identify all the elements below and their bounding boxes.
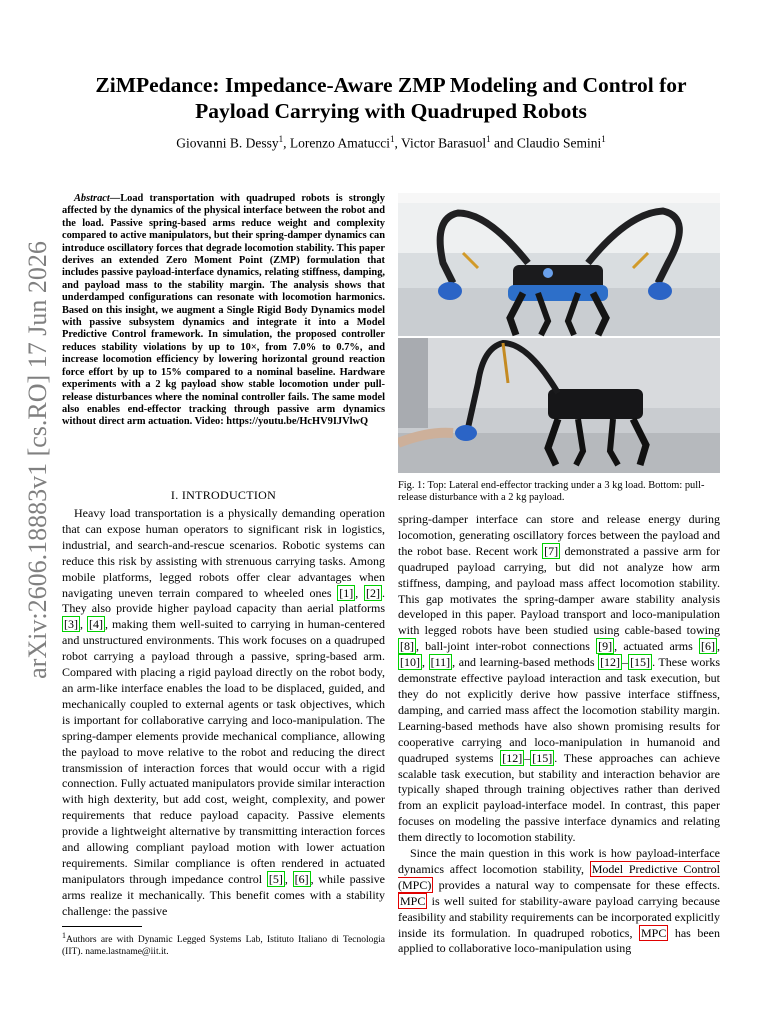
author-affiliation-marker: 1 — [278, 134, 284, 144]
footnote-text: Authors are with Dynamic Legged Systems Lab, Istituto Italiano di Tecnologia (IIT). name.lastname@iit.it. — [62, 935, 385, 958]
citation-link[interactable]: [8] — [400, 639, 414, 654]
intro-paragraph: spring-damper interface can store and release energy during locomotion, generating oscillatory forces between the payload and the robot base. Recent work [7] demonstrated a passive arm for quadruped payload carrying, but did not analyze how arm stiffness, damping, and payload mass affect locomotion stability. This gap motivates the spring-damper aware stability analysis developed in this paper. Payload transport and loco-manipulation with legged robots have been studied using cable-based towing [8] , ball-joint inter-robot connections [9] , actuated arms [6] , [10] , [11] , and learning-based methods [12] – [15] . These works demonstrate effective payload interaction and task execution, but they do not explicitly derive how passive interface stiffness, damping, and carried mass affect the locomotion stability margin. Learning-based methods have also shown promising results for cooperative carrying and loco-manipulation in humanoid and quadruped systems [12] – [15] . These approaches can achieve scalable task execution, but stability and interaction behavior are typically shaped through training objectives rather than derived from an explicit payload-interface model. In contrast, this paper focuses on modeling the passive interface dynamics and relating them directly to locomotion stability. — [398, 512, 720, 845]
figure-photo-bottom — [398, 338, 720, 473]
section-heading: I. INTRODUCTION — [170, 488, 277, 502]
title-line-1: ZiMPedance: Impedance-Aware ZMP Modeling and Control for — [95, 73, 687, 97]
citation-link[interactable]: [12] — [502, 750, 523, 765]
citation-link[interactable]: [12] — [600, 655, 621, 670]
citation-link[interactable]: [10] — [400, 655, 420, 670]
figure-1 — [398, 193, 720, 473]
author-affiliation-marker: 1 — [390, 134, 395, 144]
author-name: Giovanni B. Dessy — [176, 135, 279, 151]
citation-link[interactable]: [3] — [64, 617, 78, 632]
acronym-link[interactable]: Model Predictive Control (MPC) — [398, 861, 720, 892]
author-affiliation-marker: 1 — [486, 134, 491, 144]
citation-link[interactable]: [1] — [339, 585, 354, 600]
intro-paragraph: Heavy load transportation is a physically demanding operation that can expose human operators to significant risk in logistics, industrial, and search-and-rescue scenarios. Robotic systems can reduce this risk by assisting with strenuous carrying tasks. Among mobile platforms, legged robots offer clear advantages when navigating uneven terrain compared to wheeled ones [1] , [2] . They also provide higher payload capacity than aerial platforms [3] , [4] , making them well-suited to carrying in human-centered and unstructured environments. This work focuses on a quadruped robot carrying a payload through a passive, spring-based arm. Compared with placing a rigid payload directly on the robot body, an arm-like interface enables the load to be displaced, guided, and mechanically coupled to external agents or task objectives, which is important for collaborative carrying and loco-manipulation. The spring-damper elements provide mechanical compliance, allowing the payload to move relative to the robot and reducing the direct transmission of interaction forces that would occur with a rigid connection. Fully actuated manipulators provide similar interaction with high dexterity, but add cost, weight, complexity, and power requirements that reduce payload capacity. Passive elements provide a lightweight alternative by transmitting interaction forces and allowing compliant payload motion with lower actuation requirements. Similar compliance is often rendered in actuated manipulators through impedance control [5] , [6] , while passive arms realize it mechanically. This benefit comes with a stability challenge: the passive — [62, 506, 386, 918]
intro-left-column — [62, 506, 385, 920]
figure-caption — [398, 480, 720, 505]
arxiv-stamp — [6, 180, 62, 740]
citation-link[interactable]: [7] — [544, 543, 559, 558]
acronym-link[interactable]: MPC — [400, 893, 426, 908]
citation-link[interactable]: [11] — [430, 655, 451, 670]
figure-caption-text: Top: Lateral end-effector tracking under a 3 kg load. Bottom: pull-release disturbance with a 2 kg payload. — [398, 480, 705, 504]
citation-link[interactable]: [5] — [268, 871, 283, 886]
author-name: Victor Barasuol — [401, 135, 487, 151]
author-name: Claudio Semini — [516, 135, 602, 151]
citation-link[interactable]: [2] — [366, 585, 380, 600]
figure-caption-label: Fig. 1: — [398, 480, 426, 491]
footnote — [62, 930, 385, 958]
acronym-link[interactable]: MPC — [640, 925, 667, 940]
abstract-label: Abstract — [74, 193, 110, 204]
author-list: Giovanni B. Dessy$^1$, Lorenzo Amatucci$^1$, Victor Barasuol$^1$ and Claudio Semini$^1$ — [176, 134, 606, 151]
abstract-text: —Load transportation with quadruped robots is strongly affected by the dynamics of the physical interface between the robot and the load. Passive spring-based arms reduce weight and complexity compared to active manipulators, but their spring-damper dynamics can introduce oscillatory forces that degrade locomotion stability. This paper derives an extended Zero Moment Point (ZMP) formulation that includes passive payload-interface dynamics, relating stiffness, damping, and payload mass to the stability margin. The analysis shows that underdamped configurations can resonate with locomotion harmonics. Based on this insight, we augment a Single Rigid Body Dynamics model with passive subsystem dynamics and integrate it into a Model Predictive Control framework. In simulation, the proposed controller reduces stability violations by up to 10×, from 7.0% to 0.7%, and increase locomotion efficiency by lowering horizontal ground reaction force effort by up to 15% compared to a nominal baseline. Hardware experiments with a 2 kg payload show stable locomotion under pull-release disturbances where the nominal controller fails. The same model also enables end-effector tracking through passive arm dynamics without direct arm actuation. Video: https://youtu.be/HcHV9IJVlwQ — [62, 193, 385, 428]
arxiv-stamp-text: arXiv:2606.18883v1 [cs.RO] 17 Jun 2026 — [23, 241, 52, 679]
citation-link[interactable]: [15] — [630, 655, 651, 670]
citation-link[interactable]: [6] — [701, 639, 715, 654]
footnote-marker: 1 — [62, 931, 66, 940]
intro-paragraph: Since the main question in this work is how payload-interface dynamics affect locomotion stability, Model Predictive Control (MPC) provides a natural way to compensate for these effects. MPC is well suited for stability-aware payload carrying because feasibility and stability requirements can be incorporated explicitly inside its formulation. In quadruped robotics, MPC has been applied to collaborative loco-manipulation using — [398, 846, 720, 956]
citation-link[interactable]: [9] — [598, 639, 613, 654]
footnote-rule — [62, 926, 142, 927]
citation-link[interactable]: [4] — [88, 617, 103, 632]
citation-link[interactable]: [6] — [294, 871, 309, 886]
title-line-2: Payload Carrying with Quadruped Robots — [195, 99, 587, 123]
paper-title — [60, 72, 722, 124]
intro-right-column — [398, 512, 720, 957]
abstract — [62, 193, 385, 429]
citation-link[interactable]: [15] — [532, 750, 553, 765]
figure-photo-top — [398, 193, 720, 336]
author-name: Lorenzo Amatucci — [289, 135, 391, 151]
author-affiliation-marker: 1 — [601, 134, 606, 144]
